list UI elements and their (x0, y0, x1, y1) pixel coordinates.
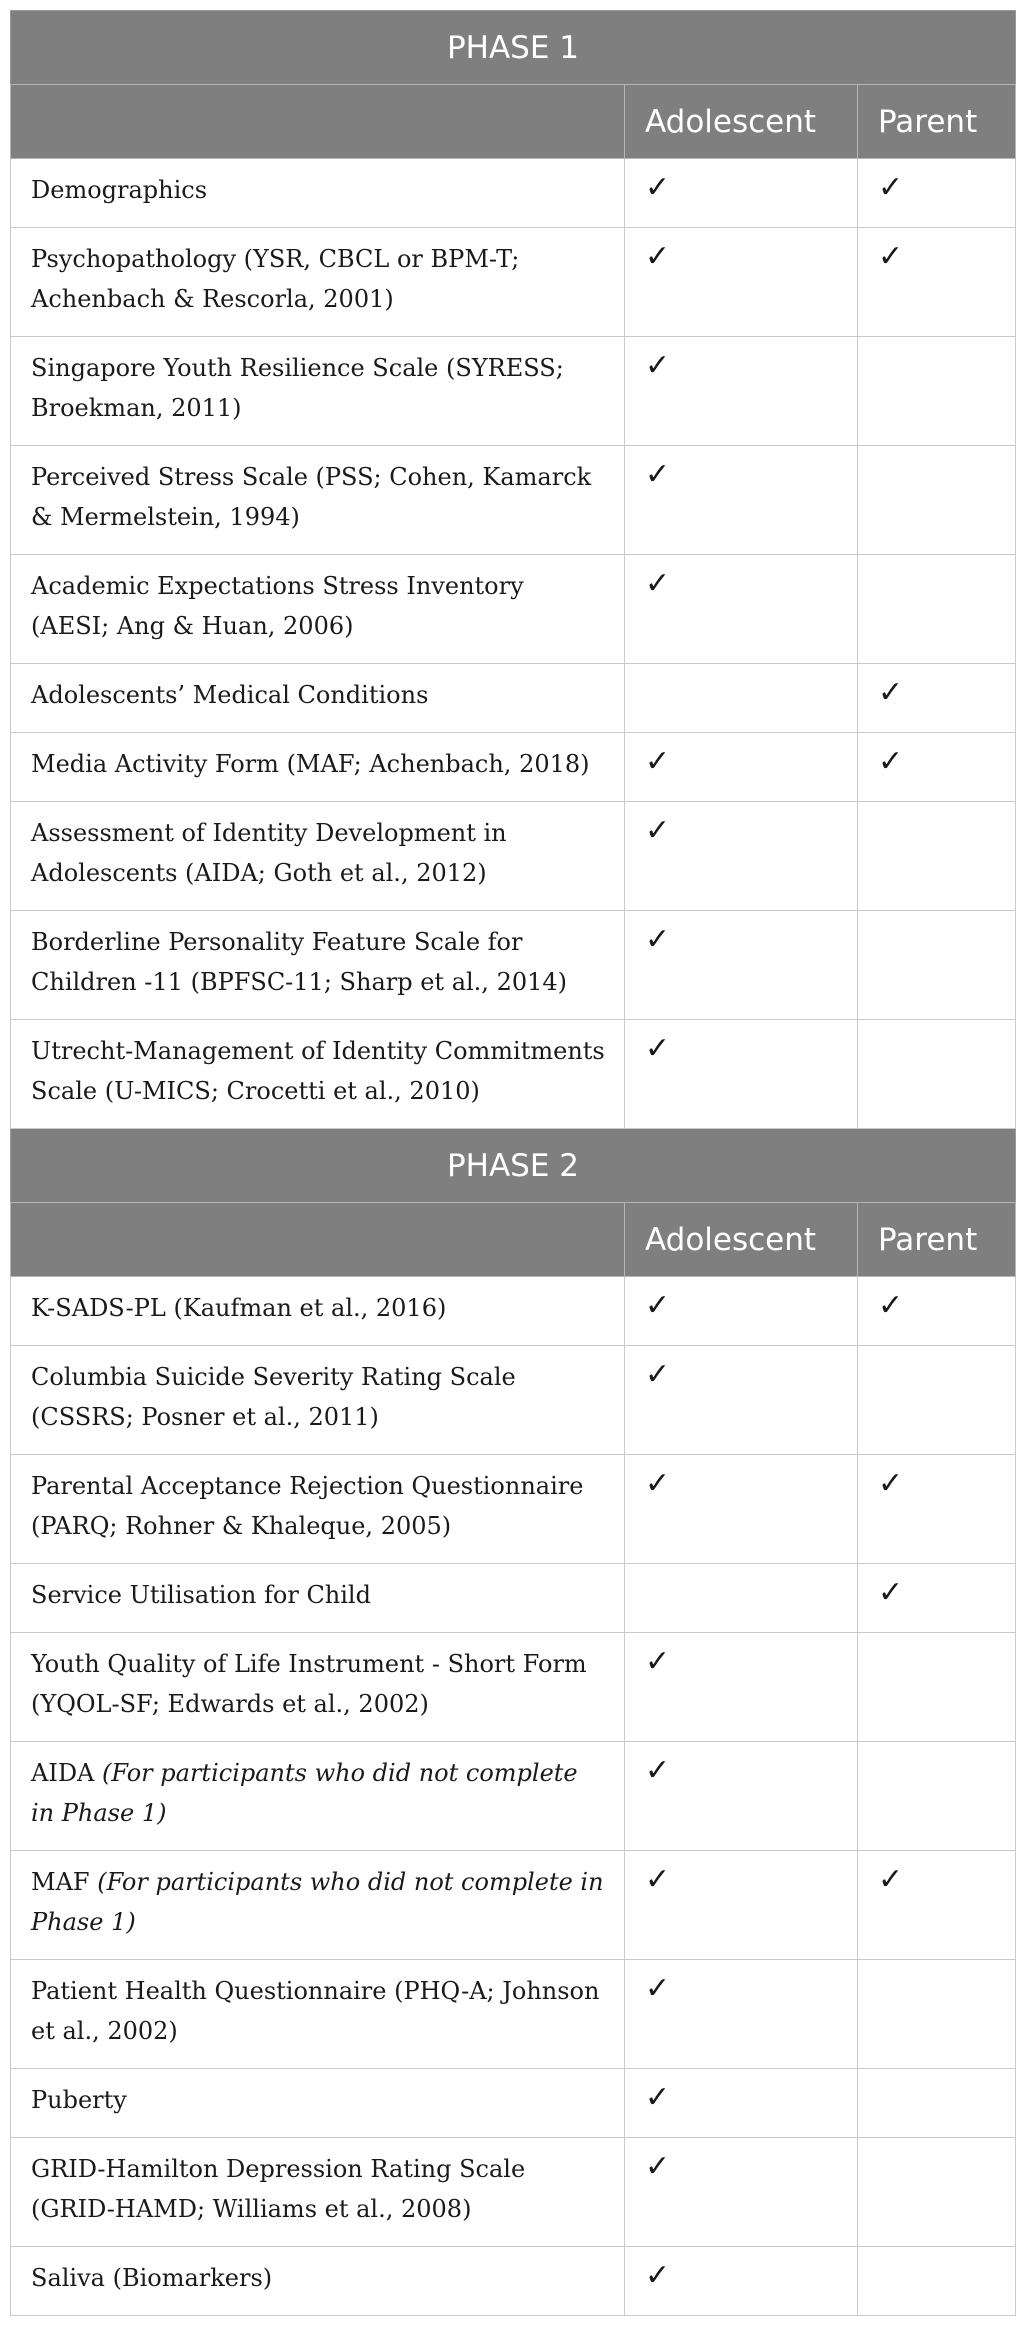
parent-check: ✓ (858, 228, 1016, 337)
parent-check: ✓ (858, 1851, 1016, 1960)
adolescent-check: ✓ (625, 2247, 858, 2316)
measures-table (10, 10, 1016, 2316)
parent-check (858, 1346, 1016, 1455)
phase1-section (11, 11, 1016, 1129)
adolescent-check: ✓ (625, 2069, 858, 2138)
measure-name: Utrecht-Management of Identity Commitments Scale (U-MICS; Crocetti et al., 2010) (11, 1020, 625, 1129)
measure-name: GRID-Hamilton Depression Rating Scale (GRID-HAMD; Williams et al., 2008) (11, 2138, 625, 2247)
measure-name: Borderline Personality Feature Scale for Children -11 (BPFSC-11; Sharp et al., 2014) (11, 911, 625, 1020)
table-row (11, 2138, 1016, 2247)
phase1-parent-header: Parent (858, 85, 1016, 159)
table-row (11, 1346, 1016, 1455)
table-row (11, 2069, 1016, 2138)
table-row (11, 228, 1016, 337)
parent-check (858, 1633, 1016, 1742)
phase1-adolescent-header: Adolescent (625, 85, 858, 159)
parent-check (858, 2247, 1016, 2316)
adolescent-check: ✓ (625, 1277, 858, 1346)
table-row (11, 664, 1016, 733)
adolescent-check: ✓ (625, 1960, 858, 2069)
measure-name: Columbia Suicide Severity Rating Scale (CSSRS; Posner et al., 2011) (11, 1346, 625, 1455)
measure-name: Saliva (Biomarkers) (11, 2247, 625, 2316)
adolescent-check: ✓ (625, 1346, 858, 1455)
table-row (11, 1564, 1016, 1633)
measure-name: Media Activity Form (MAF; Achenbach, 2018) (11, 733, 625, 802)
measure-name: Adolescents’ Medical Conditions (11, 664, 625, 733)
measure-name: Singapore Youth Resilience Scale (SYRESS; Broekman, 2011) (11, 337, 625, 446)
phase2-measure-header (11, 1203, 625, 1277)
measure-abbrev: MAF (31, 1868, 90, 1896)
measure-name: Academic Expectations Stress Inventory (AESI; Ang & Huan, 2006) (11, 555, 625, 664)
measure-name: Demographics (11, 159, 625, 228)
adolescent-check: ✓ (625, 733, 858, 802)
measure-name (11, 1742, 625, 1851)
table-row (11, 1851, 1016, 1960)
table-row (11, 733, 1016, 802)
phase2-parent-header: Parent (858, 1203, 1016, 1277)
table-row (11, 802, 1016, 911)
parent-check: ✓ (858, 1277, 1016, 1346)
phase2-section (11, 1129, 1016, 2316)
phase1-measure-header (11, 85, 625, 159)
adolescent-check: ✓ (625, 1633, 858, 1742)
measure-name (11, 1851, 625, 1960)
table-row (11, 911, 1016, 1020)
parent-check (858, 1742, 1016, 1851)
measure-name: Youth Quality of Life Instrument - Short Form (YQOL-SF; Edwards et al., 2002) (11, 1633, 625, 1742)
table-row (11, 1742, 1016, 1851)
measure-note: (For participants who did not complete in Phase 1) (31, 1868, 604, 1936)
adolescent-check: ✓ (625, 337, 858, 446)
table-row (11, 1633, 1016, 1742)
adolescent-check: ✓ (625, 159, 858, 228)
parent-check (858, 802, 1016, 911)
parent-check: ✓ (858, 1455, 1016, 1564)
table-row (11, 446, 1016, 555)
measure-abbrev: AIDA (31, 1759, 95, 1787)
parent-check (858, 555, 1016, 664)
measure-name: Psychopathology (YSR, CBCL or BPM-T; Achenbach & Rescorla, 2001) (11, 228, 625, 337)
phase2-adolescent-header: Adolescent (625, 1203, 858, 1277)
adolescent-check: ✓ (625, 2138, 858, 2247)
parent-check (858, 2138, 1016, 2247)
table-row (11, 1020, 1016, 1129)
parent-check: ✓ (858, 1564, 1016, 1633)
measure-name: Perceived Stress Scale (PSS; Cohen, Kamarck & Mermelstein, 1994) (11, 446, 625, 555)
adolescent-check (625, 1564, 858, 1633)
adolescent-check: ✓ (625, 911, 858, 1020)
adolescent-check: ✓ (625, 555, 858, 664)
table-row (11, 2247, 1016, 2316)
parent-check: ✓ (858, 664, 1016, 733)
adolescent-check: ✓ (625, 1020, 858, 1129)
table-row (11, 555, 1016, 664)
parent-check (858, 337, 1016, 446)
phase2-title: PHASE 2 (11, 1129, 1016, 1203)
adolescent-check: ✓ (625, 228, 858, 337)
measure-name: Service Utilisation for Child (11, 1564, 625, 1633)
measure-note: (For participants who did not complete in Phase 1) (31, 1759, 578, 1827)
adolescent-check: ✓ (625, 446, 858, 555)
adolescent-check: ✓ (625, 1455, 858, 1564)
parent-check (858, 911, 1016, 1020)
parent-check (858, 2069, 1016, 2138)
adolescent-check: ✓ (625, 1851, 858, 1960)
parent-check (858, 446, 1016, 555)
measure-name: Patient Health Questionnaire (PHQ-A; Johnson et al., 2002) (11, 1960, 625, 2069)
adolescent-check: ✓ (625, 802, 858, 911)
adolescent-check: ✓ (625, 1742, 858, 1851)
table-row (11, 1960, 1016, 2069)
phase1-title: PHASE 1 (11, 11, 1016, 85)
parent-check: ✓ (858, 733, 1016, 802)
measure-name: K-SADS-PL (Kaufman et al., 2016) (11, 1277, 625, 1346)
measure-name: Assessment of Identity Development in Adolescents (AIDA; Goth et al., 2012) (11, 802, 625, 911)
measure-name: Puberty (11, 2069, 625, 2138)
table-row (11, 337, 1016, 446)
adolescent-check (625, 664, 858, 733)
table-row (11, 159, 1016, 228)
table-row (11, 1455, 1016, 1564)
measure-name: Parental Acceptance Rejection Questionnaire (PARQ; Rohner & Khaleque, 2005) (11, 1455, 625, 1564)
parent-check (858, 1020, 1016, 1129)
parent-check (858, 1960, 1016, 2069)
table-row (11, 1277, 1016, 1346)
parent-check: ✓ (858, 159, 1016, 228)
